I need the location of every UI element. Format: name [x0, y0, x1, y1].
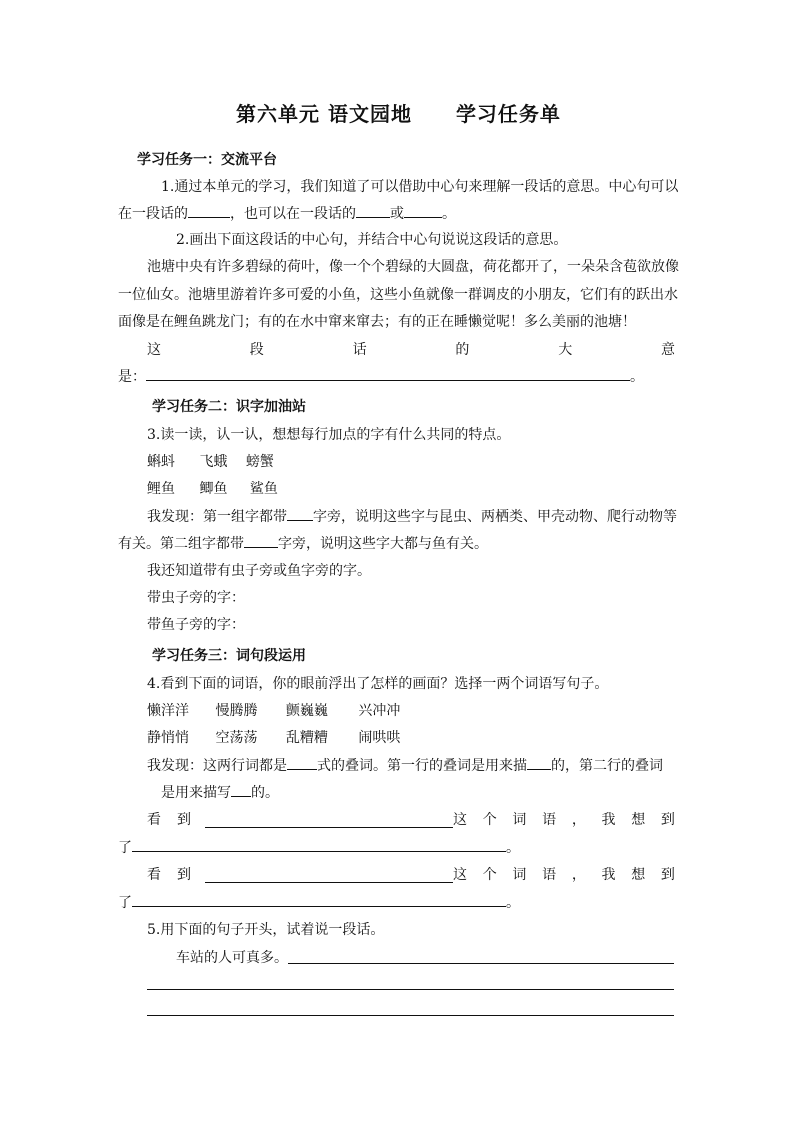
task2-heading: 学习任务二：识字加油站: [152, 399, 306, 415]
word-row-fish: [147, 479, 278, 499]
meaning-char: 这: [147, 342, 161, 358]
see-char: 想: [631, 812, 646, 828]
also-know: 我还知道带有虫子旁或鱼字旁的字。: [147, 563, 371, 579]
word: 飞蛾: [199, 454, 228, 470]
meaning-label: 是：: [118, 369, 146, 385]
word: 乱糟糟: [285, 730, 328, 746]
see-char: ，: [571, 867, 586, 883]
meaning-char: 话: [352, 342, 367, 358]
meaning-blank[interactable]: [146, 366, 630, 381]
paragraph-line3: 面像是在鲤鱼跳龙门；有的在水中窜来窜去；有的正在睡懒觉呢！多么美丽的池塘！: [118, 314, 636, 330]
meaning-char: 段: [249, 342, 264, 358]
word: 螃蟹: [245, 454, 274, 470]
see-char: 到: [660, 812, 675, 828]
task3-heading: 学习任务三：词句段运用: [152, 648, 306, 664]
see-char: 我: [601, 812, 616, 828]
pattern-blank-2[interactable]: [527, 755, 551, 770]
word: 兴冲冲: [358, 703, 401, 719]
q1-blank-1[interactable]: [188, 203, 230, 218]
meaning-char: 的: [455, 342, 470, 358]
start-sentence: 车站的人可真多。: [176, 950, 288, 966]
writing-line-2[interactable]: [147, 989, 674, 990]
task1-q1-line1: 1.通过本单元的学习，我们知道了可以借助中心句来理解一段话的意思。中心句可以: [161, 179, 679, 195]
q1-text-c: 或: [390, 206, 404, 222]
task3-q5: 5.用下面的句子开头，试着说一段话。: [147, 922, 385, 938]
see-char: 语: [542, 812, 557, 828]
idiom-row-2: [147, 728, 400, 748]
see-char: 个: [482, 812, 497, 828]
see-char: 词: [512, 867, 527, 883]
see-line-1-end: [118, 837, 520, 858]
pattern-text: 是用来描写: [161, 785, 231, 801]
meaning-end: 。: [630, 369, 644, 385]
see-char: 想: [631, 867, 646, 883]
word: 静悄悄: [147, 730, 189, 746]
meaning-char: 意: [660, 342, 675, 358]
see-char: 。: [506, 895, 520, 911]
q1-text-b: ，也可以在一段话的: [230, 206, 356, 222]
pattern-line2: [161, 782, 279, 803]
see-char: 这: [453, 812, 467, 828]
see-char: 这: [453, 867, 467, 883]
word: 慢腾腾: [215, 703, 258, 719]
see-char: 词: [512, 812, 527, 828]
see-char: 了: [118, 895, 132, 911]
find-text: 我发现：第一组字都带: [147, 509, 287, 525]
task1-heading: 学习任务一：交流平台: [137, 152, 277, 168]
see-blank-2[interactable]: [205, 882, 453, 883]
fish-radical-label: 带鱼子旁的字：: [147, 617, 245, 633]
meaning-answer-line: [118, 366, 644, 387]
pattern-text: 的。: [251, 785, 279, 801]
pattern-text: 的，第二行的叠词: [551, 758, 663, 774]
pattern-blank-3[interactable]: [231, 782, 251, 797]
task2-q3: 3.读一读，认一认，想想每行加点的字有什么共同的特点。: [147, 427, 511, 443]
paragraph-line1: 池塘中央有许多碧绿的荷叶，像一个个碧绿的大圆盘，荷花都开了，一朵朵含苞欲放像: [147, 259, 679, 275]
pattern-line1: [147, 755, 663, 776]
see-char: 看: [147, 867, 161, 883]
q1-text-a: 在一段话的: [118, 206, 188, 222]
see-char: 到: [177, 867, 191, 883]
word: 颤巍巍: [285, 703, 328, 719]
word-row-insect: [147, 452, 274, 472]
see-char: 语: [542, 867, 557, 883]
writing-line-1[interactable]: [288, 963, 674, 964]
see-char: 到: [660, 867, 675, 883]
word: 懒洋洋: [147, 703, 189, 719]
q1-text-d: 。: [442, 206, 456, 222]
pattern-text: 我发现：这两行词都是: [147, 758, 287, 774]
paragraph-line2: 一位仙女。池塘里游着许多可爱的小鱼，这些小鱼就像一群调皮的小朋友，它们有的跃出水: [118, 287, 678, 303]
word: 蝌蚪: [147, 454, 175, 470]
title-part1: 第六单元 语文园地: [236, 102, 412, 126]
word: 闹哄哄: [358, 730, 401, 746]
insect-radical-label: 带虫子旁的字：: [147, 590, 245, 606]
see-char: ，: [571, 812, 586, 828]
find-line1: [147, 506, 677, 527]
meaning-char: 大: [558, 342, 573, 358]
see-char: 到: [177, 812, 191, 828]
see-answer-blank-2[interactable]: [132, 892, 506, 907]
task3-q4: 4.看到下面的词语，你的眼前浮出了怎样的画面？选择一两个词语写句子。: [147, 676, 609, 692]
word: 鲨鱼: [249, 481, 278, 497]
pattern-text: 式的叠词。第一行的叠词是用来描: [317, 758, 527, 774]
page-title: [236, 98, 561, 127]
writing-line-3[interactable]: [147, 1015, 674, 1016]
task1-q1-line2: [118, 203, 456, 224]
see-line-2-end: [118, 892, 520, 913]
see-char: 。: [506, 840, 520, 856]
idiom-row-1: [147, 701, 400, 721]
find-text: 有关。第二组字都带: [118, 536, 244, 552]
see-answer-blank-1[interactable]: [132, 837, 506, 852]
find-text: 字旁，说明这些字大都与鱼有关。: [278, 536, 488, 552]
meaning-spread-line: [147, 340, 675, 360]
radical-blank-1[interactable]: [287, 506, 313, 521]
see-blank-1[interactable]: [205, 827, 453, 828]
see-char: 看: [147, 812, 161, 828]
word: 鲫鱼: [199, 481, 228, 497]
find-line2: [118, 533, 488, 554]
q1-blank-3[interactable]: [404, 203, 442, 218]
see-char: 个: [482, 867, 497, 883]
see-char: 了: [118, 840, 132, 856]
word: 空荡荡: [215, 730, 258, 746]
title-part2: 学习任务单: [455, 102, 561, 126]
word: 鲤鱼: [147, 481, 175, 497]
task1-q2: 2.画出下面这段话的中心句，并结合中心句说说这段话的意思。: [176, 232, 568, 248]
find-text: 字旁，说明这些字与昆虫、两栖类、甲壳动物、爬行动物等: [313, 509, 677, 525]
see-char: 我: [601, 867, 616, 883]
q1-blank-2[interactable]: [356, 203, 390, 218]
pattern-blank-1[interactable]: [287, 755, 317, 770]
radical-blank-2[interactable]: [244, 533, 278, 548]
